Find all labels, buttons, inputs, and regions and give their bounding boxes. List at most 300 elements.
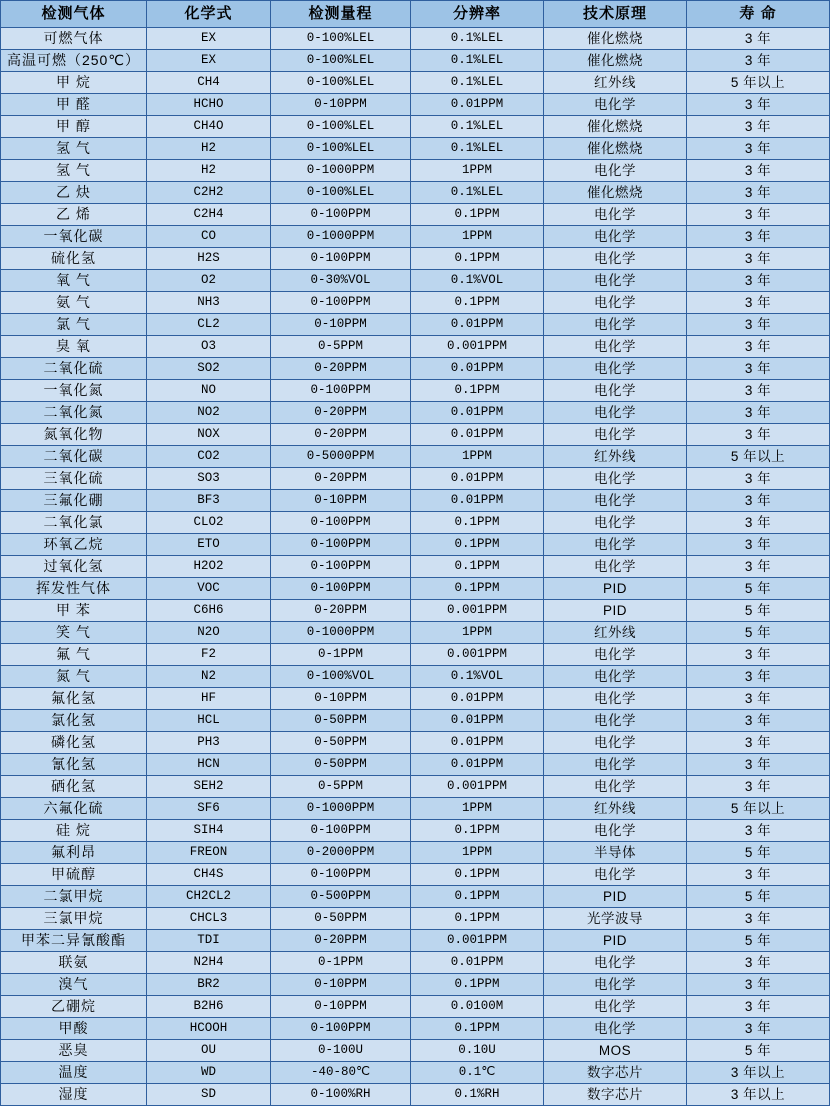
cell-lifetime: 3 年: [687, 1018, 830, 1040]
cell-formula: TDI: [147, 930, 271, 952]
cell-range: 0-50PPM: [271, 732, 411, 754]
cell-range: 0-100PPM: [271, 864, 411, 886]
cell-principle: 数字芯片: [544, 1084, 687, 1106]
cell-formula: NO2: [147, 402, 271, 424]
cell-lifetime: 3 年: [687, 336, 830, 358]
cell-lifetime: 3 年: [687, 358, 830, 380]
cell-gas: 笑 气: [1, 622, 147, 644]
cell-formula: H2O2: [147, 556, 271, 578]
cell-range: 0-20PPM: [271, 930, 411, 952]
cell-lifetime: 3 年: [687, 292, 830, 314]
cell-principle: PID: [544, 930, 687, 952]
cell-lifetime: 3 年: [687, 490, 830, 512]
table-row: [1, 116, 830, 138]
cell-range: 0-100%VOL: [271, 666, 411, 688]
cell-gas: 三氟化硼: [1, 490, 147, 512]
cell-lifetime: 3 年: [687, 512, 830, 534]
cell-gas: 乙硼烷: [1, 996, 147, 1018]
cell-formula: O3: [147, 336, 271, 358]
table-row: [1, 798, 830, 820]
cell-gas: 可燃气体: [1, 28, 147, 50]
cell-formula: HCN: [147, 754, 271, 776]
cell-principle: 催化燃烧: [544, 50, 687, 72]
cell-lifetime: 3 年: [687, 204, 830, 226]
column-header-lifetime: 寿 命: [687, 1, 830, 28]
table-row: [1, 358, 830, 380]
cell-range: 0-1000PPM: [271, 622, 411, 644]
cell-lifetime: 3 年: [687, 248, 830, 270]
cell-lifetime: 3 年: [687, 50, 830, 72]
table-row: [1, 160, 830, 182]
cell-lifetime: 3 年: [687, 94, 830, 116]
cell-range: 0-10PPM: [271, 314, 411, 336]
table-row: [1, 468, 830, 490]
cell-range: 0-100PPM: [271, 556, 411, 578]
cell-resolution: 0.1PPM: [411, 380, 544, 402]
cell-resolution: 0.01PPM: [411, 710, 544, 732]
cell-range: 0-100PPM: [271, 292, 411, 314]
cell-resolution: 0.001PPM: [411, 776, 544, 798]
cell-principle: 电化学: [544, 94, 687, 116]
cell-gas: 高温可燃（250℃）: [1, 50, 147, 72]
cell-range: 0-20PPM: [271, 600, 411, 622]
cell-gas: 甲 苯: [1, 600, 147, 622]
cell-resolution: 0.01PPM: [411, 688, 544, 710]
cell-gas: 挥发性气体: [1, 578, 147, 600]
cell-resolution: 1PPM: [411, 842, 544, 864]
cell-formula: B2H6: [147, 996, 271, 1018]
cell-formula: BR2: [147, 974, 271, 996]
cell-range: 0-30%VOL: [271, 270, 411, 292]
cell-range: 0-2000PPM: [271, 842, 411, 864]
cell-lifetime: 3 年: [687, 732, 830, 754]
cell-resolution: 0.1%LEL: [411, 72, 544, 94]
cell-principle: 电化学: [544, 688, 687, 710]
cell-resolution: 0.1PPM: [411, 908, 544, 930]
cell-resolution: 0.01PPM: [411, 424, 544, 446]
table-row: [1, 94, 830, 116]
cell-principle: 半导体: [544, 842, 687, 864]
cell-formula: CH2CL2: [147, 886, 271, 908]
cell-formula: CH4S: [147, 864, 271, 886]
cell-resolution: 0.10U: [411, 1040, 544, 1062]
cell-range: 0-100%LEL: [271, 72, 411, 94]
cell-gas: 过氧化氢: [1, 556, 147, 578]
cell-lifetime: 3 年: [687, 226, 830, 248]
cell-principle: 电化学: [544, 358, 687, 380]
cell-principle: 催化燃烧: [544, 138, 687, 160]
cell-principle: MOS: [544, 1040, 687, 1062]
cell-principle: 电化学: [544, 204, 687, 226]
cell-gas: 溴气: [1, 974, 147, 996]
cell-formula: HF: [147, 688, 271, 710]
cell-principle: PID: [544, 886, 687, 908]
column-header-resolution: 分辨率: [411, 1, 544, 28]
cell-principle: 电化学: [544, 1018, 687, 1040]
cell-range: 0-100%RH: [271, 1084, 411, 1106]
cell-formula: NH3: [147, 292, 271, 314]
table-row: [1, 424, 830, 446]
cell-gas: 硅 烷: [1, 820, 147, 842]
cell-lifetime: 3 年以上: [687, 1084, 830, 1106]
cell-principle: 电化学: [544, 776, 687, 798]
cell-resolution: 0.0100M: [411, 996, 544, 1018]
cell-principle: 电化学: [544, 534, 687, 556]
cell-lifetime: 3 年: [687, 402, 830, 424]
column-header-formula: 化学式: [147, 1, 271, 28]
table-row: [1, 1062, 830, 1084]
cell-resolution: 0.001PPM: [411, 644, 544, 666]
cell-range: 0-100PPM: [271, 380, 411, 402]
cell-lifetime: 3 年: [687, 138, 830, 160]
table-row: [1, 1040, 830, 1062]
cell-gas: 氯化氢: [1, 710, 147, 732]
cell-range: 0-50PPM: [271, 754, 411, 776]
cell-resolution: 0.1PPM: [411, 292, 544, 314]
cell-range: 0-20PPM: [271, 424, 411, 446]
table-row: [1, 402, 830, 424]
cell-principle: 电化学: [544, 490, 687, 512]
cell-formula: CLO2: [147, 512, 271, 534]
cell-resolution: 0.1PPM: [411, 204, 544, 226]
cell-resolution: 0.1%VOL: [411, 666, 544, 688]
cell-principle: 电化学: [544, 468, 687, 490]
cell-formula: N2O: [147, 622, 271, 644]
cell-lifetime: 3 年以上: [687, 1062, 830, 1084]
table-row: [1, 1084, 830, 1106]
cell-formula: SD: [147, 1084, 271, 1106]
cell-gas: 臭 氧: [1, 336, 147, 358]
column-header-range: 检测量程: [271, 1, 411, 28]
cell-formula: C2H2: [147, 182, 271, 204]
cell-principle: 电化学: [544, 380, 687, 402]
cell-formula: OU: [147, 1040, 271, 1062]
table-header: [1, 1, 830, 28]
cell-lifetime: 3 年: [687, 974, 830, 996]
table-row: [1, 534, 830, 556]
cell-principle: 数字芯片: [544, 1062, 687, 1084]
table-body: [1, 28, 830, 1106]
cell-formula: ETO: [147, 534, 271, 556]
cell-gas: 氧 气: [1, 270, 147, 292]
cell-gas: 硒化氢: [1, 776, 147, 798]
cell-lifetime: 3 年: [687, 996, 830, 1018]
cell-lifetime: 3 年: [687, 666, 830, 688]
cell-lifetime: 3 年: [687, 710, 830, 732]
cell-formula: NO: [147, 380, 271, 402]
cell-lifetime: 3 年: [687, 644, 830, 666]
table-row: [1, 754, 830, 776]
cell-gas: 甲 烷: [1, 72, 147, 94]
cell-gas: 氰化氢: [1, 754, 147, 776]
cell-formula: C6H6: [147, 600, 271, 622]
cell-lifetime: 5 年: [687, 578, 830, 600]
cell-gas: 六氟化硫: [1, 798, 147, 820]
cell-range: 0-100%LEL: [271, 182, 411, 204]
cell-lifetime: 3 年: [687, 776, 830, 798]
cell-lifetime: 3 年: [687, 908, 830, 930]
cell-formula: VOC: [147, 578, 271, 600]
cell-range: 0-50PPM: [271, 908, 411, 930]
cell-gas: 湿度: [1, 1084, 147, 1106]
cell-gas: 一氧化氮: [1, 380, 147, 402]
cell-formula: CL2: [147, 314, 271, 336]
cell-lifetime: 3 年: [687, 160, 830, 182]
cell-principle: 催化燃烧: [544, 28, 687, 50]
cell-lifetime: 3 年: [687, 688, 830, 710]
cell-principle: 电化学: [544, 864, 687, 886]
cell-formula: HCL: [147, 710, 271, 732]
cell-gas: 恶臭: [1, 1040, 147, 1062]
table-row: [1, 710, 830, 732]
cell-formula: CH4O: [147, 116, 271, 138]
table-row: [1, 688, 830, 710]
cell-formula: C2H4: [147, 204, 271, 226]
cell-gas: 氮 气: [1, 666, 147, 688]
cell-principle: 催化燃烧: [544, 116, 687, 138]
cell-principle: 电化学: [544, 666, 687, 688]
cell-range: 0-100PPM: [271, 534, 411, 556]
cell-principle: 电化学: [544, 754, 687, 776]
cell-lifetime: 3 年: [687, 534, 830, 556]
cell-resolution: 1PPM: [411, 798, 544, 820]
cell-principle: 红外线: [544, 622, 687, 644]
cell-resolution: 0.1%LEL: [411, 182, 544, 204]
cell-formula: PH3: [147, 732, 271, 754]
cell-principle: 电化学: [544, 402, 687, 424]
cell-resolution: 0.01PPM: [411, 468, 544, 490]
cell-principle: 电化学: [544, 512, 687, 534]
table-row: [1, 72, 830, 94]
cell-principle: 电化学: [544, 710, 687, 732]
cell-principle: 电化学: [544, 336, 687, 358]
table-row: [1, 842, 830, 864]
cell-lifetime: 3 年: [687, 28, 830, 50]
cell-gas: 二氧化碳: [1, 446, 147, 468]
column-header-gas: 检测气体: [1, 1, 147, 28]
cell-range: 0-100PPM: [271, 512, 411, 534]
cell-resolution: 0.001PPM: [411, 600, 544, 622]
cell-lifetime: 3 年: [687, 820, 830, 842]
table-row: [1, 1018, 830, 1040]
table-row: [1, 50, 830, 72]
table-row: [1, 732, 830, 754]
table-row: [1, 314, 830, 336]
table-row: [1, 974, 830, 996]
cell-formula: H2: [147, 138, 271, 160]
cell-lifetime: 5 年以上: [687, 446, 830, 468]
cell-resolution: 0.1%RH: [411, 1084, 544, 1106]
column-header-principle: 技术原理: [544, 1, 687, 28]
cell-principle: 电化学: [544, 820, 687, 842]
table-row: [1, 820, 830, 842]
cell-gas: 甲苯二异氰酸酯: [1, 930, 147, 952]
cell-gas: 三氧化硫: [1, 468, 147, 490]
table-row: [1, 270, 830, 292]
cell-resolution: 0.01PPM: [411, 314, 544, 336]
cell-gas: 一氧化碳: [1, 226, 147, 248]
cell-formula: HCHO: [147, 94, 271, 116]
cell-gas: 甲硫醇: [1, 864, 147, 886]
cell-resolution: 0.1%VOL: [411, 270, 544, 292]
cell-range: 0-100PPM: [271, 820, 411, 842]
cell-resolution: 0.1%LEL: [411, 28, 544, 50]
cell-lifetime: 3 年: [687, 314, 830, 336]
cell-resolution: 1PPM: [411, 160, 544, 182]
cell-gas: 二氧化氯: [1, 512, 147, 534]
cell-range: 0-50PPM: [271, 710, 411, 732]
cell-gas: 氨 气: [1, 292, 147, 314]
cell-range: 0-5000PPM: [271, 446, 411, 468]
cell-gas: 氟 气: [1, 644, 147, 666]
table-row: [1, 182, 830, 204]
cell-formula: CHCL3: [147, 908, 271, 930]
table-row: [1, 776, 830, 798]
table-row: [1, 578, 830, 600]
cell-principle: 电化学: [544, 270, 687, 292]
cell-range: 0-1000PPM: [271, 160, 411, 182]
table-row: [1, 622, 830, 644]
cell-resolution: 0.1PPM: [411, 556, 544, 578]
cell-resolution: 1PPM: [411, 226, 544, 248]
cell-lifetime: 5 年: [687, 886, 830, 908]
cell-lifetime: 3 年: [687, 556, 830, 578]
cell-gas: 氯 气: [1, 314, 147, 336]
cell-resolution: 0.01PPM: [411, 402, 544, 424]
cell-gas: 磷化氢: [1, 732, 147, 754]
cell-range: 0-1PPM: [271, 952, 411, 974]
cell-range: 0-100%LEL: [271, 28, 411, 50]
cell-principle: 电化学: [544, 248, 687, 270]
cell-range: 0-100%LEL: [271, 116, 411, 138]
cell-formula: SIH4: [147, 820, 271, 842]
table-header-row: [1, 1, 830, 28]
cell-formula: EX: [147, 28, 271, 50]
cell-range: 0-100PPM: [271, 204, 411, 226]
cell-formula: SO3: [147, 468, 271, 490]
cell-range: 0-10PPM: [271, 974, 411, 996]
table-row: [1, 490, 830, 512]
cell-range: 0-10PPM: [271, 490, 411, 512]
table-row: [1, 336, 830, 358]
cell-resolution: 0.1PPM: [411, 820, 544, 842]
cell-range: 0-10PPM: [271, 94, 411, 116]
cell-formula: CH4: [147, 72, 271, 94]
cell-gas: 甲 醛: [1, 94, 147, 116]
cell-resolution: 0.01PPM: [411, 754, 544, 776]
cell-lifetime: 5 年: [687, 600, 830, 622]
cell-gas: 甲 醇: [1, 116, 147, 138]
table-row: [1, 930, 830, 952]
cell-gas: 氟化氢: [1, 688, 147, 710]
cell-principle: 电化学: [544, 226, 687, 248]
cell-resolution: 0.001PPM: [411, 336, 544, 358]
cell-principle: 电化学: [544, 974, 687, 996]
cell-lifetime: 3 年: [687, 754, 830, 776]
cell-principle: 红外线: [544, 798, 687, 820]
cell-range: 0-10PPM: [271, 996, 411, 1018]
cell-principle: 红外线: [544, 72, 687, 94]
cell-lifetime: 3 年: [687, 864, 830, 886]
cell-resolution: 0.01PPM: [411, 732, 544, 754]
cell-resolution: 0.1%LEL: [411, 50, 544, 72]
cell-gas: 氢 气: [1, 160, 147, 182]
cell-principle: 电化学: [544, 556, 687, 578]
table-row: [1, 908, 830, 930]
table-row: [1, 952, 830, 974]
table-row: [1, 248, 830, 270]
cell-range: 0-100%LEL: [271, 50, 411, 72]
table-row: [1, 512, 830, 534]
cell-resolution: 0.1PPM: [411, 512, 544, 534]
cell-resolution: 0.01PPM: [411, 94, 544, 116]
cell-range: 0-100PPM: [271, 578, 411, 600]
cell-resolution: 0.1℃: [411, 1062, 544, 1084]
table-row: [1, 28, 830, 50]
cell-formula: N2H4: [147, 952, 271, 974]
cell-lifetime: 3 年: [687, 424, 830, 446]
cell-lifetime: 5 年: [687, 1040, 830, 1062]
cell-resolution: 0.1PPM: [411, 578, 544, 600]
cell-gas: 二氧化硫: [1, 358, 147, 380]
cell-resolution: 0.01PPM: [411, 490, 544, 512]
cell-formula: SF6: [147, 798, 271, 820]
cell-formula: CO: [147, 226, 271, 248]
cell-range: 0-20PPM: [271, 358, 411, 380]
cell-formula: BF3: [147, 490, 271, 512]
cell-resolution: 0.1PPM: [411, 534, 544, 556]
cell-gas: 温度: [1, 1062, 147, 1084]
cell-lifetime: 5 年: [687, 842, 830, 864]
cell-resolution: 0.01PPM: [411, 952, 544, 974]
cell-resolution: 0.1%LEL: [411, 116, 544, 138]
cell-gas: 氢 气: [1, 138, 147, 160]
cell-formula: CO2: [147, 446, 271, 468]
cell-gas: 乙 炔: [1, 182, 147, 204]
cell-formula: SEH2: [147, 776, 271, 798]
cell-formula: F2: [147, 644, 271, 666]
cell-principle: 电化学: [544, 732, 687, 754]
cell-range: 0-500PPM: [271, 886, 411, 908]
cell-resolution: 0.1PPM: [411, 864, 544, 886]
table-row: [1, 138, 830, 160]
cell-formula: WD: [147, 1062, 271, 1084]
cell-gas: 氮氧化物: [1, 424, 147, 446]
cell-principle: 电化学: [544, 424, 687, 446]
cell-lifetime: 5 年: [687, 930, 830, 952]
cell-formula: N2: [147, 666, 271, 688]
cell-range: 0-20PPM: [271, 402, 411, 424]
cell-resolution: 1PPM: [411, 446, 544, 468]
cell-principle: 催化燃烧: [544, 182, 687, 204]
cell-resolution: 0.01PPM: [411, 358, 544, 380]
cell-resolution: 0.1PPM: [411, 886, 544, 908]
cell-formula: FREON: [147, 842, 271, 864]
cell-lifetime: 3 年: [687, 116, 830, 138]
cell-range: 0-100U: [271, 1040, 411, 1062]
cell-range: 0-1000PPM: [271, 798, 411, 820]
cell-formula: H2: [147, 160, 271, 182]
cell-range: 0-10PPM: [271, 688, 411, 710]
cell-principle: 红外线: [544, 446, 687, 468]
cell-gas: 氟利昂: [1, 842, 147, 864]
cell-lifetime: 3 年: [687, 270, 830, 292]
cell-lifetime: 5 年: [687, 622, 830, 644]
cell-lifetime: 3 年: [687, 182, 830, 204]
cell-lifetime: 5 年以上: [687, 798, 830, 820]
cell-range: 0-100%LEL: [271, 138, 411, 160]
table-row: [1, 204, 830, 226]
